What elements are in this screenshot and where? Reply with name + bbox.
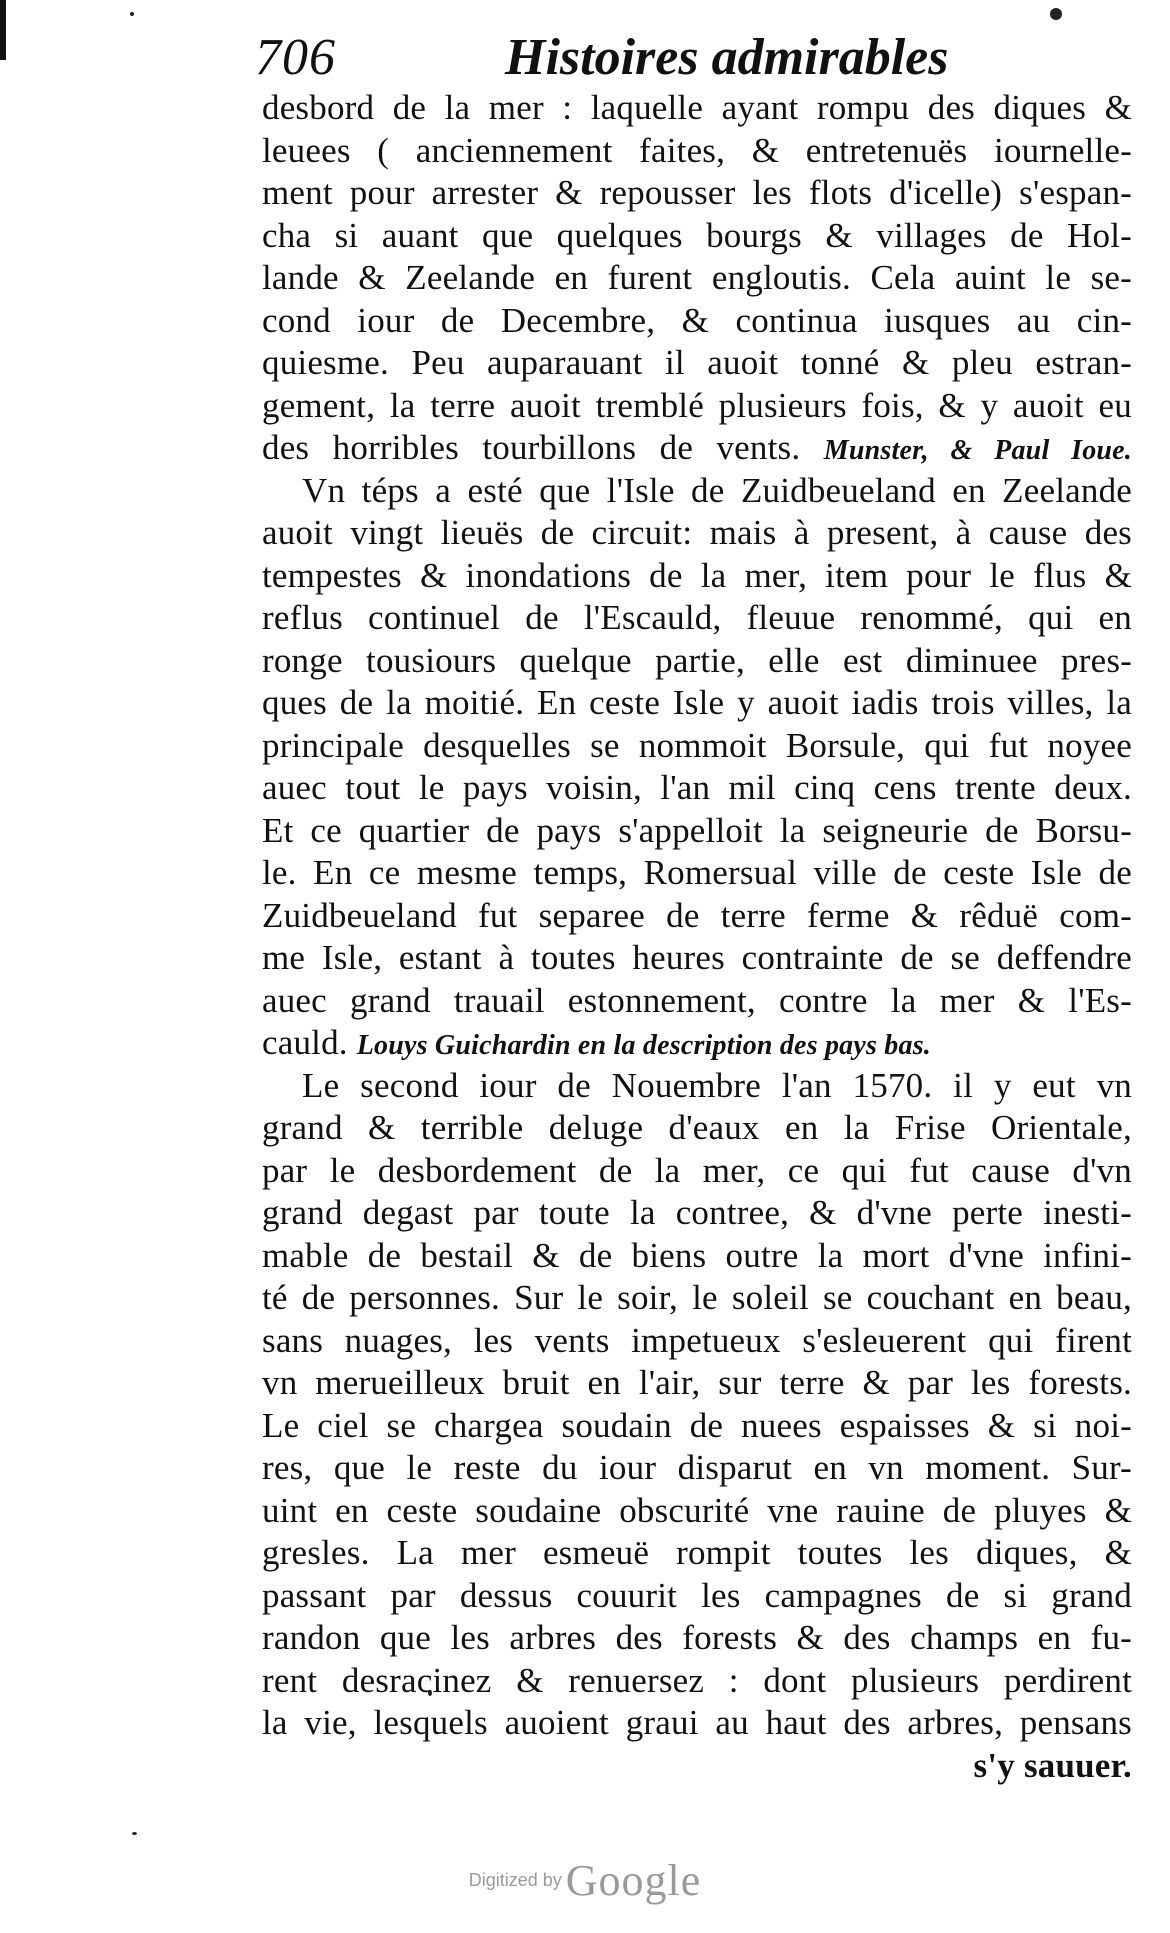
text-fragment: cauld.: [262, 1023, 348, 1062]
text-line: par le desbordement de la mer, ce qui fut cause d'vn: [262, 1150, 1132, 1190]
ink-speck: [1050, 8, 1062, 20]
text-line: auoit vingt lieuës de circuit: mais à present, à cause des: [262, 513, 1132, 552]
binding-edge: [0, 0, 6, 60]
text-line: grand & terrible deluge d'eaux en la Frise Orientale,: [262, 1108, 1132, 1147]
text-line: grand degast par toute la contree, & d'vne perte inesti-: [262, 1193, 1132, 1232]
catchword: s'y sauuer.: [973, 1745, 1132, 1785]
text-line: vn merueilleux bruit en l'air, sur terre & par les forests.: [262, 1363, 1132, 1402]
page-header: [255, 20, 949, 90]
paragraph: [262, 1065, 1132, 1745]
citation: Louys Guichardin en la description des pays bas.: [356, 1030, 932, 1061]
text-line: Zuidbeueland fut separee de terre ferme & rêduë com-: [262, 895, 1132, 935]
citation: Munster, & Paul Ioue.: [823, 435, 1133, 466]
running-title: Histoires admirables: [505, 29, 949, 86]
text-line: rent desracinez & renuersez : dont plusieurs perdirent: [262, 1660, 1132, 1700]
paragraph: [262, 87, 1132, 470]
google-logo: Google: [565, 1856, 702, 1905]
text-line: gresles. La mer esmeuë rompit toutes les diques, &: [262, 1533, 1132, 1572]
text-line: Le ciel se chargea soudain de nuees espaisses & si noi-: [262, 1405, 1132, 1445]
text-line: auec grand trauail estonnement, contre la mer & l'Es-: [262, 980, 1132, 1020]
text-line: cond iour de Decembre, & continua iusques au cin-: [262, 300, 1132, 340]
text-line: uint en ceste soudaine obscurité vne rauine de pluyes &: [262, 1490, 1132, 1530]
text-line: [262, 1022, 1132, 1065]
text-fragment: des horribles tourbillons de vents.: [262, 428, 801, 467]
text-line: Vn téps a esté que l'Isle de Zuidbeueland en Zeelande: [302, 470, 1132, 510]
text-line: mable de bestail & de biens outre la mort d'vne infini-: [262, 1235, 1132, 1275]
text-line: reflus continuel de l'Escauld, fleuue renommé, qui en: [262, 598, 1132, 637]
ink-speck: [130, 12, 134, 16]
text-line: randon que les arbres des forests & des champs en fu-: [262, 1618, 1132, 1657]
ink-speck: [132, 1832, 137, 1835]
text-line: tempestes & inondations de la mer, item pour le flus &: [262, 555, 1132, 595]
text-line: me Isle, estant à toutes heures contrainte de se deffendre: [262, 938, 1132, 977]
digitization-watermark: [455, 1855, 715, 1905]
text-line: la vie, lesquels auoient graui au haut des arbres, pensans: [262, 1703, 1132, 1742]
text-line: Le second iour de Nouembre l'an 1570. il y eut vn: [302, 1065, 1132, 1105]
text-line: sans nuages, les vents impetueux s'esleuerent qui firent: [262, 1320, 1132, 1360]
paragraph: [262, 470, 1132, 1065]
text-line: leuees ( anciennement faites, & entretenuës iournelle-: [262, 130, 1132, 170]
text-line: [262, 427, 1132, 470]
text-line: té de personnes. Sur le soir, le soleil se couchant en beau,: [262, 1278, 1132, 1317]
page-number: 706: [255, 29, 336, 86]
body-text: [262, 87, 1132, 1787]
text-line: ques de la moitié. En ceste Isle y auoit iadis trois villes, la: [262, 683, 1132, 722]
text-line: ment pour arrester & repousser les flots d'icelle) s'espan-: [262, 173, 1132, 212]
text-line: quiesme. Peu auparauant il auoit tonné & pleu estran-: [262, 343, 1132, 382]
text-line: cha si auant que quelques bourgs & villages de Hol-: [262, 215, 1132, 255]
text-line: passant par dessus couurit les campagnes de si grand: [262, 1575, 1132, 1615]
text-line: gement, la terre auoit tremblé plusieurs fois, & y auoit eu: [262, 385, 1132, 425]
watermark-prefix: Digitized by: [468, 1870, 562, 1890]
text-line: auec tout le pays voisin, l'an mil cinq cens trente deux.: [262, 768, 1132, 807]
text-line: principale desquelles se nommoit Borsule, qui fut noyee: [262, 725, 1132, 765]
text-line: Et ce quartier de pays s'appelloit la seigneurie de Borsu-: [262, 810, 1132, 850]
text-line: lande & Zeelande en furent engloutis. Cela auint le se-: [262, 258, 1132, 297]
text-line: res, que le reste du iour disparut en vn moment. Sur-: [262, 1448, 1132, 1487]
text-line: ronge tousiours quelque partie, elle est diminuee pres-: [262, 640, 1132, 680]
text-line: le. En ce mesme temps, Romersual ville de ceste Isle de: [262, 853, 1132, 892]
text-line: desbord de la mer : laquelle ayant rompu des diques &: [262, 88, 1132, 127]
